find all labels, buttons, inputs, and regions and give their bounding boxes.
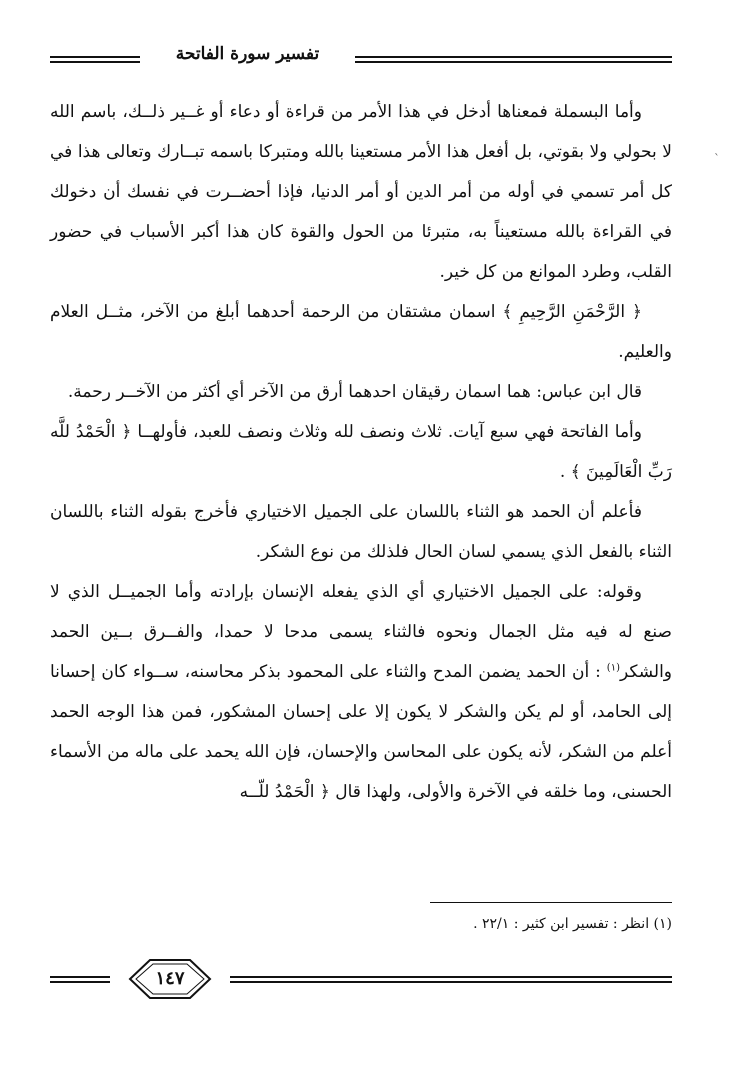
paragraph-hamd-definition: فأعلم أن الحمد هو الثناء باللسان على الجميل الاختياري فأخرج بقوله الثناء باللسان الثناء بالفعل الذي يسمي لسان الحال فلذلك من نوع الشكر. [50,502,672,562]
footer-rule-left [50,976,110,983]
paragraph-rahman-rahim: ﴿ الرَّحْمَنِ الرَّحِيمِ ﴾ اسمان مشتقان من الرحمة أحدهما أبلغ من الآخر، مثــل العلام والعليم. [50,302,672,362]
footer-rule-right [230,976,672,983]
margin-mark: ˋ [714,152,720,166]
header-rule-right [355,56,672,63]
page-footer [50,956,672,1006]
page-number: ١٤٧ [155,968,185,989]
paragraph-text-start: وقوله: على الجميل الاختياري أي الذي يفعله الإنسان بإرادته وأما الجميــل الذي لا صنع له فيه مثل الجمال ونحوه فالثناء يسمى مدحا لا حمدا، والفــرق بــين الحمد والشكر [50,582,673,682]
paragraph-text-end: : أن الحمد يضمن المدح والثناء على المحمود بذكر محاسنه، ســواء كان إحسانا إلى الحامد، أو لم يكن والشكر لا يكون إلا على إحسان المشكور، فمن هذا الوجه الحمد أعلم من الشكر، لأنه يكون على المحاسن والإحسان، فإن الله يحمد على ماله من الأسماء الحسنى، وما خلقه في الآخرة والأولى، ولهذا قال ﴿ الْحَمْدُ للّــه [50,662,672,802]
footnote-separator [430,902,672,903]
footnote: (١) انظر : تفسير ابن كثير : ٢٢/١ . [473,916,672,932]
paragraph-hamd-shukr [50,572,672,812]
paragraph-basmala: وأما البسملة فمعناها أدخل في هذا الأمر من قراءة أو دعاء أو غــير ذلــك، باسم الله لا بحولي ولا بقوتي، بل أفعل هذا الأمر مستعينا بالله ومتبركا باسمه تبــارك وتعالى هذا في كل أمر تسمي في أوله من أمر الدين أو أمر الدنيا، فإذا أحضــرت في نفسك أن دخولك في القراءة بالله مستعيناً به، متبرئا من الحول والقوة كان هذا أكبر الأسباب في حضور القلب، وطرد الموانع من كل خير. [50,102,672,282]
paragraph-ibn-abbas: قال ابن عباس: هما اسمان رقيقان احدهما أرق من الآخر أي أكثر من الآخــر رحمة. [67,382,642,402]
footnote-reference[interactable]: (١) [606,662,620,674]
header-rule-left [50,56,140,63]
page-number-badge [110,956,230,1002]
page-body [50,92,672,812]
page-header [50,38,672,78]
paragraph-fatiha-verses: وأما الفاتحة فهي سبع آيات. ثلاث ونصف لله وثلاث ونصف للعبد، فأولهــا ﴿ الْحَمْدُ للَّه رَبِّ الْعَالَمِينَ ﴾ . [50,422,672,482]
running-title: تفسير سورة الفاتحة [175,44,320,64]
